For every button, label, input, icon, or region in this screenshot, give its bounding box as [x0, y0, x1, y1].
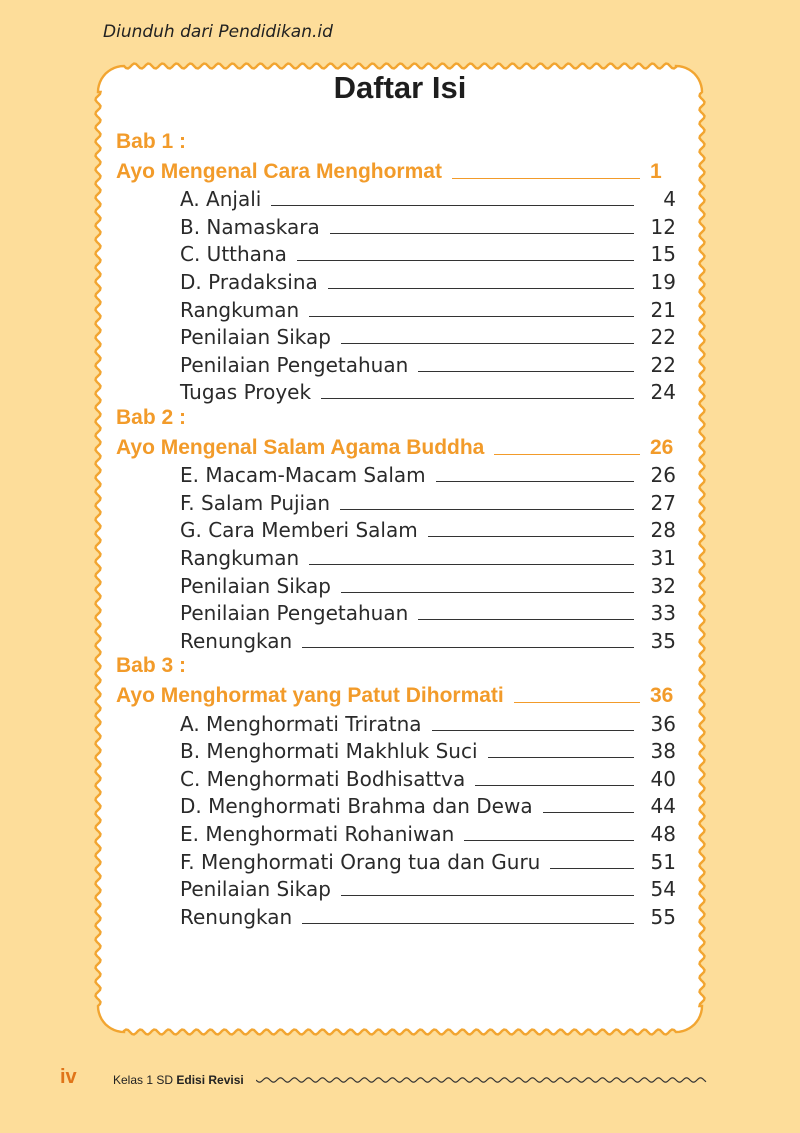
footer-book-info [113, 1073, 244, 1087]
toc-entry-page: 51 [650, 849, 676, 874]
toc-entry-text: B. Menghormati Makhluk Suci [180, 739, 478, 764]
toc-entry-text: Penilaian Pengetahuan [180, 352, 409, 377]
toc-entry-text: Penilaian Pengetahuan [180, 601, 409, 626]
toc-entry-text: Rangkuman [180, 546, 300, 570]
toc-entry[interactable] [180, 570, 676, 598]
toc-entry[interactable] [180, 625, 676, 653]
leader-line [418, 371, 634, 372]
toc-entry[interactable] [180, 846, 676, 874]
footer-edition: Edisi Revisi [176, 1073, 244, 1087]
page-title: Daftar Isi [333, 70, 467, 105]
leader-line [341, 343, 634, 344]
chapter-page: 1 [650, 159, 662, 183]
toc-entry-text: F. Salam Pujian [180, 490, 331, 515]
leader-line [340, 509, 634, 510]
toc-entry-text: F. Menghormati Orang tua dan Guru [180, 849, 541, 874]
leader-line [309, 316, 634, 317]
toc-entry-page: 26 [650, 463, 676, 488]
toc-entry-page: 35 [650, 628, 676, 653]
toc-entry-text: C. Menghormati Bodhisattva [180, 766, 466, 791]
source-note: Diunduh dari Pendidikan.id [103, 22, 333, 42]
leader-line [464, 840, 634, 841]
leader-line [302, 923, 634, 924]
toc-entry-page: 15 [650, 242, 676, 267]
toc-entry-page: 48 [650, 822, 676, 846]
toc-entry[interactable] [180, 294, 676, 322]
toc-entry-page: 55 [650, 904, 676, 929]
toc-entry[interactable] [180, 708, 676, 736]
toc-entry-page: 54 [650, 877, 676, 902]
leader-line [302, 647, 634, 648]
toc-entry-page: 19 [650, 270, 676, 294]
toc-entry-text: C. Utthana [180, 242, 287, 267]
toc-entry[interactable] [180, 790, 676, 818]
toc-entry-page: 24 [650, 380, 676, 405]
toc-entry[interactable] [180, 901, 676, 929]
toc-entry-page: 32 [650, 573, 676, 598]
toc-entry[interactable] [180, 459, 676, 487]
toc-entry-text: Renungkan [180, 904, 293, 929]
toc-entry-page: 27 [650, 490, 676, 515]
leader-line [514, 702, 640, 703]
chapter-heading-text: Ayo Mengenal Salam Agama Buddha [116, 435, 485, 459]
toc-entry[interactable] [180, 487, 676, 515]
toc-entry-text: G. Cara Memberi Salam [180, 518, 418, 543]
toc-entry-text: Penilaian Sikap [180, 877, 331, 902]
toc-entry-page: 28 [650, 518, 676, 543]
chapter-heading-text: Ayo Menghormat yang Patut Dihormati [116, 684, 504, 707]
toc-entry-page: 4 [663, 187, 676, 212]
leader-line [428, 536, 634, 537]
wave-path [256, 1078, 706, 1082]
chapter-page: 36 [650, 684, 674, 707]
leader-line [488, 757, 634, 758]
leader-line [328, 288, 634, 289]
chapter-page: 26 [650, 435, 674, 459]
toc-entry[interactable] [180, 238, 676, 266]
leader-line [341, 592, 634, 593]
toc-entry-text: D. Pradaksina [180, 270, 318, 294]
leader-line [475, 785, 634, 786]
toc-entry-text: Penilaian Sikap [180, 325, 331, 350]
toc-entry-text: A. Anjali [180, 187, 262, 212]
leader-line [432, 730, 634, 731]
chapter-heading[interactable] [116, 680, 678, 708]
toc-entry-text: E. Menghormati Rohaniwan [180, 822, 455, 846]
toc-entry-text: D. Menghormati Brahma dan Dewa [180, 794, 533, 819]
toc-entry-page: 44 [650, 794, 676, 819]
toc-entry[interactable] [180, 763, 676, 791]
toc-entry[interactable] [180, 542, 676, 570]
footer-wave-line [256, 1074, 708, 1086]
leader-line [341, 895, 634, 896]
chapter-heading-text: Ayo Mengenal Cara Menghormat [116, 159, 442, 183]
leader-line [321, 398, 634, 399]
footer-book: Kelas 1 SD [113, 1073, 174, 1087]
toc-entry-text: Renungkan [180, 628, 293, 653]
leader-line [271, 205, 634, 206]
toc-entry[interactable] [180, 818, 676, 846]
footer-page-number: iv [60, 1066, 77, 1088]
leader-line [330, 233, 634, 234]
chapter-label: Bab 3 : [116, 654, 187, 678]
leader-line [543, 812, 634, 813]
chapter-label: Bab 2 : [116, 406, 187, 429]
toc-entry[interactable] [180, 376, 676, 404]
leader-line [436, 481, 634, 482]
leader-line [494, 454, 640, 455]
toc-entry[interactable] [180, 735, 676, 763]
leader-line [550, 868, 634, 869]
leader-line [418, 619, 634, 620]
leader-line [452, 178, 640, 179]
toc-entry-page: 31 [650, 546, 676, 570]
toc-entry-text: Rangkuman [180, 297, 300, 322]
toc-entry-page: 22 [650, 352, 676, 377]
toc-entry-text: Penilaian Sikap [180, 573, 331, 598]
toc-entry-page: 40 [650, 766, 676, 791]
toc-entry-page: 12 [650, 214, 676, 239]
toc-entry[interactable] [180, 597, 676, 625]
toc-entry-page: 21 [650, 297, 676, 322]
toc-entry[interactable] [180, 873, 676, 901]
toc-entry[interactable] [180, 514, 676, 542]
toc-entry[interactable] [180, 266, 676, 294]
toc-entry-text: A. Menghormati Triratna [180, 711, 422, 736]
chapter-heading[interactable] [116, 432, 678, 460]
toc-entry-page: 33 [650, 601, 676, 626]
toc-entry-text: B. Namaskara [180, 214, 320, 239]
toc-entry[interactable] [180, 349, 676, 377]
toc-entry[interactable] [180, 183, 676, 211]
toc-entry[interactable] [180, 211, 676, 239]
toc-entry-page: 22 [650, 325, 676, 350]
leader-line [309, 564, 634, 565]
chapter-label: Bab 1 : [116, 130, 187, 153]
leader-line [297, 260, 634, 261]
toc-entry[interactable] [180, 321, 676, 349]
chapter-heading[interactable] [116, 156, 664, 184]
toc-entry-page: 36 [650, 711, 676, 736]
toc-entry-text: Tugas Proyek [180, 380, 312, 405]
toc-entry-text: E. Macam-Macam Salam [180, 463, 426, 488]
toc-entry-page: 38 [650, 739, 676, 764]
